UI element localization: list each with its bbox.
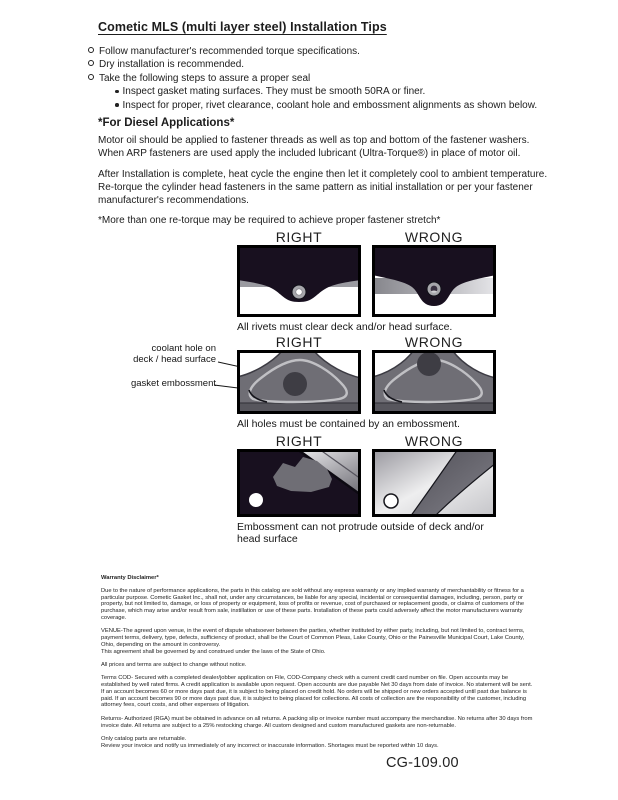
wrong-label-3: WRONG [404, 433, 464, 449]
diesel-paragraph-1: Motor oil should be applied to fastener threads as well as top and bottom of the fastener washers. When ARP fasteners are used apply the included lubricant (Ultra-Torque®) in place of motor oil. [98, 135, 530, 160]
bullet-circle-icon [88, 60, 94, 66]
bullet-circle-icon [88, 74, 94, 80]
bolt-hole [249, 493, 263, 507]
diagram-caption-2: All holes must be contained by an embossment. [237, 418, 460, 430]
wrong-label-2: WRONG [404, 334, 464, 350]
diesel-paragraph-2: After Installation is complete, heat cycle the engine then let it completely cool to ambient temperature. Re-torque the cylinder head fasteners in the same pattern as initial installation or per your fastener manufacturer's recommendations. [98, 169, 548, 207]
list-item-text: Take the following steps to assure a proper seal [99, 72, 311, 84]
right-label-1: RIGHT [275, 229, 323, 245]
disclaimer-paragraph: Only catalog parts are returnable. Review your invoice and notify us immediately of any incorrect or inaccurate information. Shortages must be reported within 10 days. [101, 735, 439, 749]
coolant-hole [417, 352, 441, 376]
list-item [88, 58, 537, 71]
disclaimer-paragraph: All prices and terms are subject to change without notice. [101, 661, 247, 668]
disclaimer-paragraph: VENUE-The agreed upon venue, in the event of dispute whatsoever between the parties, whether instituted by either party, including, but not limited to, contract terms, payment terms, delivery, type, defects, sufficiency of product, shall be the Court of Common Pleas, Lake County, Ohio or the Painesville Municipal Court, Lake County, Ohio, depending on the amount in controversy. This agreement shall be governed by and construed under the laws of the State of Ohio. [101, 628, 525, 655]
diagram-caption-1: All rivets must clear deck and/or head surface. [237, 321, 453, 333]
disclaimer-paragraph: Terms COD- Secured with a completed dealer/jobber application on File, COD-Company check with a current credit card number on file. Open accounts may be established by well rated firms. A credit application is available upon request. Open accounts are due payable Net 30 days from date of invoice. No statement will be sent. If an account becomes 60 or more days past due, it is subject to being placed on credit hold. No orders will be shipped or new orders accepted until past due balance is paid. If an account becomes 90 or more days past due, it is subject to being placed for collections. All costs of collection are the responsibility of the customer, including attorney fees, court costs, and other expenses of litigation. [101, 675, 533, 709]
embossment-right-diagram [237, 350, 361, 414]
disclaimer-paragraph: Due to the nature of performance applications, the parts in this catalog are sold without any express warranty or any implied warranty of merchantability or fitness for a particular purpose. Cometic Gasket Inc., shall not, under any circumstances, be liable for any special, incidental or consequential damages, including, person, party or property, but not limited to, damage, or loss of property or equipment, loss of profits or revenue, cost of purchased or replacement goods, or claims of customers of the purchase, which may arise and/or result from sale, instillation or use of these parts. Installation of these parts could adversely affect the motor manufacturers warranty coverage. [101, 587, 525, 621]
wrong-label-1: WRONG [404, 229, 464, 245]
list-item-text: Follow manufacturer's recommended torque specifications. [99, 46, 360, 57]
right-label-2: RIGHT [275, 334, 323, 350]
installation-tips-list [88, 45, 537, 112]
coolant-hole-callout: coolant hole on deck / head surface [133, 343, 216, 365]
coolant-hole [283, 372, 307, 396]
rivet-right-diagram [237, 245, 361, 317]
disclaimer-heading: Warranty Disclaimer* [101, 575, 159, 581]
list-item-text: Inspect gasket mating surfaces. They must be smooth 50RA or finer. [122, 86, 426, 98]
list-item [88, 72, 537, 85]
right-label-3: RIGHT [275, 433, 323, 449]
rivet-wrong-diagram [372, 245, 496, 317]
embossment-callout: gasket embossment [130, 378, 216, 389]
diagram-caption-3: Embossment can not protrude outside of deck and/or head surface [237, 521, 484, 545]
bolt-hole [384, 494, 398, 508]
list-item [115, 99, 537, 112]
bullet-circle-icon [88, 47, 94, 53]
list-item [115, 85, 537, 98]
bullet-dot-icon [115, 90, 119, 94]
list-item-text: Dry installation is recommended. [99, 59, 245, 71]
protrusion-wrong-diagram [372, 449, 496, 517]
disclaimer-paragraph: Returns- Authorized (RGA) must be obtained in advance on all returns. A packing slip or invoice number must accompany the merchandise. No returns after 30 days from invoice date. All returns are subject to a 25% restocking charge. All custom designed and custom manufactured gaskets are non-returnable. [101, 715, 533, 729]
retorque-note: *More than one re-torque may be required to achieve proper fastener stretch* [98, 215, 441, 226]
protrusion-right-diagram [237, 449, 361, 517]
list-item [88, 45, 537, 58]
warranty-disclaimer [101, 575, 537, 756]
page-number: CG-109.00 [386, 755, 459, 771]
diesel-heading: *For Diesel Applications* [98, 117, 235, 129]
page-title: Cometic MLS (multi layer steel) Installation Tips [98, 20, 387, 34]
bullet-dot-icon [115, 103, 119, 107]
list-item-text: Inspect for proper, rivet clearance, coolant hole and embossment alignments as shown below. [122, 99, 538, 111]
embossment-wrong-diagram [372, 350, 496, 414]
